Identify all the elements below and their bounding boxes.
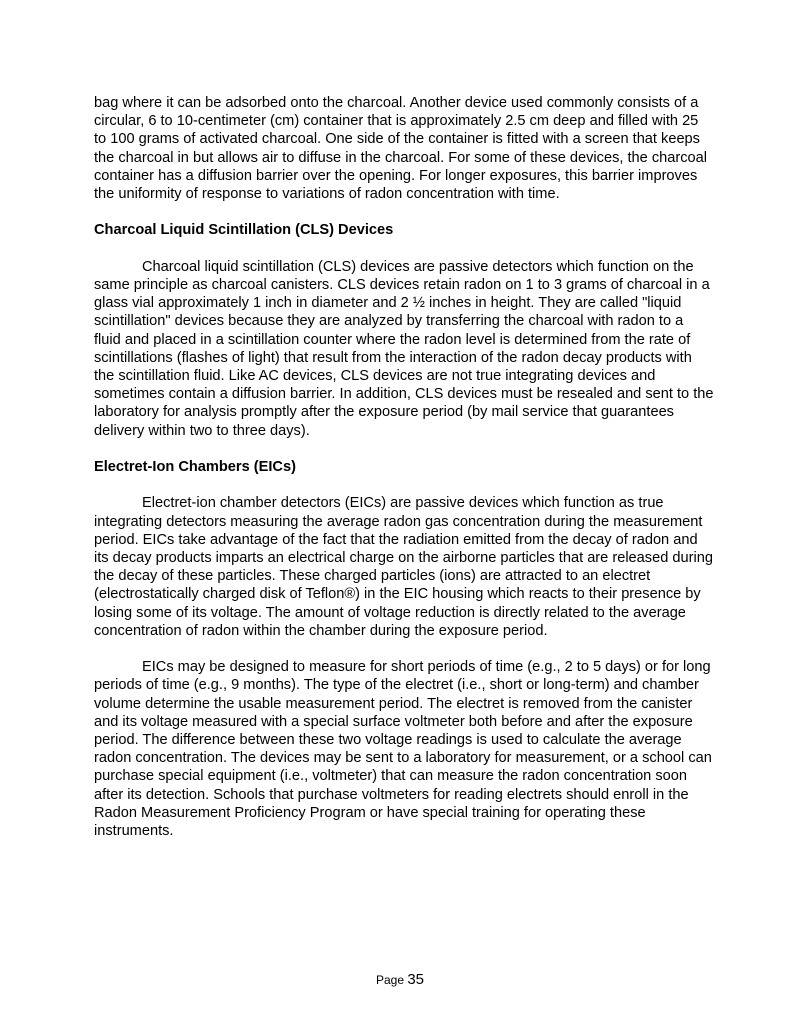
page-number: 35 [407, 971, 425, 988]
spacer [94, 476, 714, 494]
spacer [94, 440, 714, 458]
document-page [94, 94, 714, 840]
page-label: Page [375, 973, 404, 987]
cls-section-heading: Charcoal Liquid Scintillation (CLS) Devices [94, 222, 394, 239]
intro-paragraph: bag where it can be adsorbed onto the charcoal. Another device used commonly consists of a circular, 6 to 10-centimeter (cm) container that is approximately 2.5 cm deep and filled with 25 to 100 grams of activated charcoal. One side of the container is fitted with a screen that keeps the charcoal in but allows air to diffuse in the charcoal. For some of these devices, the charcoal container has a diffusion barrier over the opening. For longer exposures, this barrier improves the uniformity of response to variations of radon concentration with time. [94, 95, 707, 203]
cls-paragraph: Charcoal liquid scintillation (CLS) devices are passive detectors which function on the same principle as charcoal canisters. CLS devices retain radon on 1 to 3 grams of charcoal in a glass vial approximately 1 inch in diameter and 2 ½ inches in height. They are called "liquid scintillation" devices because they are analyzed by transferring the charcoal with radon to a fluid and placed in a scintillation counter where the radon level is determined from the rate of scintillations (flashes of light) that result from the interaction of the radon decay products with the scintillation fluid. Like AC devices, CLS devices are not true integrating devices and sometimes contain a diffusion barrier. In addition, CLS devices must be resealed and sent to the laboratory for analysis promptly after the exposure period (by mail service that guarantees delivery within two to three days). [94, 258, 714, 439]
spacer [94, 203, 714, 221]
eic-section-heading: Electret-Ion Chambers (EICs) [94, 459, 296, 476]
eic-paragraph-2: EICs may be designed to measure for short periods of time (e.g., 2 to 5 days) or for long periods of time (e.g., 9 months). The type of the electret (i.e., short or long-term) and chamber volume determine the usable measurement period. The electret is removed from the canister and its voltage measured with a special surface voltmeter both before and after the exposure period. The difference between these two voltage readings is used to calculate the average radon concentration. The devices may be sent to a laboratory for measurement, or a school can purchase special equipment (i.e., voltmeter) that can measure the radon concentration soon after its detection. Schools that purchase voltmeters for reading electrets should enroll in the Radon Measurement Proficiency Program or have special training for operating these instruments. [94, 659, 712, 840]
spacer [94, 640, 714, 658]
spacer [94, 240, 714, 258]
page-footer [0, 972, 800, 988]
eic-paragraph-1: Electret-ion chamber detectors (EICs) are passive devices which function as true integrating detectors measuring the average radon gas concentration during the measurement period. EICs take advantage of the fact that the radiation emitted from the decay of radon and its decay products imparts an electrical charge on the airborne particles that are released during the decay of these particles. These charged particles (ions) are attracted to an electret (electrostatically charged disk of Teflon®) in the EIC housing which reacts to their presence by losing some of its voltage. The amount of voltage reduction is directly related to the average concentration of radon within the chamber during the exposure period. [94, 495, 713, 639]
